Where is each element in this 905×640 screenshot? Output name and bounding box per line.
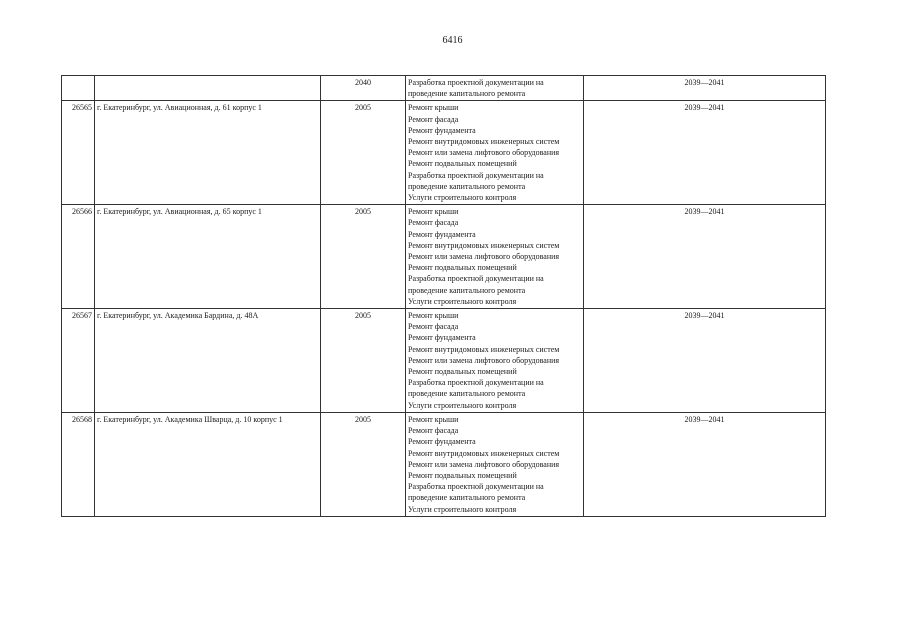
building-address: г. Екатеринбург, ул. Академика Шварца, д. 10 корпус 1 [95,412,321,516]
work-item: Ремонт внутридомовых инженерных систем [408,448,560,458]
building-address [95,76,321,101]
work-item: Ремонт фундамента [408,125,476,135]
work-item: Разработка проектной документации на [408,274,544,284]
work-item: Ремонт фасада [408,218,459,228]
work-item: Услуги строительного контроля [408,400,517,410]
building-address: г. Екатеринбург, ул. Авиационная, д. 65 корпус 1 [95,205,321,309]
building-address: г. Екатеринбург, ул. Академика Бардина, д. 48А [95,309,321,413]
row-number: 26565 [62,101,95,205]
work-item: Разработка проектной документации на [408,378,544,388]
row-number: 26567 [62,309,95,413]
works-list [406,101,584,205]
work-item: Ремонт крыши [408,103,459,113]
work-item: Ремонт подвальных помещений [408,159,517,169]
works-list [406,76,584,101]
repair-period: 2039—2041 [584,205,826,309]
work-item: Услуги строительного контроля [408,504,517,514]
work-item: Ремонт подвальных помещений [408,263,517,273]
building-address: г. Екатеринбург, ул. Авиационная, д. 61 корпус 1 [95,101,321,205]
repair-period: 2039—2041 [584,101,826,205]
work-item: Ремонт фундамента [408,229,476,239]
commission-year: 2005 [321,412,406,516]
works-list [406,309,584,413]
commission-year: 2005 [321,101,406,205]
work-item: Ремонт фасада [408,322,459,332]
table-row [62,412,826,516]
work-item: проведение капитального ремонта [408,89,526,99]
work-item: Разработка проектной документации на [408,482,544,492]
table-row [62,101,826,205]
repair-period: 2039—2041 [584,76,826,101]
work-item: проведение капитального ремонта [408,285,526,295]
row-number: 26568 [62,412,95,516]
work-item: Услуги строительного контроля [408,296,517,306]
commission-year: 2040 [321,76,406,101]
repair-period: 2039—2041 [584,412,826,516]
work-item: Ремонт или замена лифтового оборудования [408,148,560,158]
work-item: Ремонт фундамента [408,333,476,343]
table-row [62,76,826,101]
table-row [62,205,826,309]
work-item: Ремонт или замена лифтового оборудования [408,355,560,365]
work-item: Ремонт крыши [408,207,459,217]
work-item: Ремонт внутридомовых инженерных систем [408,137,560,147]
work-item: Ремонт фасада [408,114,459,124]
table-row [62,309,826,413]
work-item: Разработка проектной документации на [408,170,544,180]
repair-period: 2039—2041 [584,309,826,413]
work-item: Услуги строительного контроля [408,193,517,203]
row-number [62,76,95,101]
row-number: 26566 [62,205,95,309]
work-item: проведение капитального ремонта [408,181,526,191]
commission-year: 2005 [321,205,406,309]
work-item: Ремонт или замена лифтового оборудования [408,459,560,469]
work-item: Ремонт крыши [408,414,459,424]
repair-schedule-table [61,75,826,517]
work-item: Ремонт или замена лифтового оборудования [408,252,560,262]
work-item: Ремонт подвальных помещений [408,470,517,480]
work-item: Ремонт фундамента [408,437,476,447]
work-item: проведение капитального ремонта [408,493,526,503]
work-item: Разработка проектной документации на [408,78,544,87]
work-item: Ремонт фасада [408,426,459,436]
works-list [406,205,584,309]
commission-year: 2005 [321,309,406,413]
work-item: проведение капитального ремонта [408,389,526,399]
work-item: Ремонт крыши [408,311,459,321]
work-item: Ремонт подвальных помещений [408,367,517,377]
work-item: Ремонт внутридомовых инженерных систем [408,240,560,250]
work-item: Ремонт внутридомовых инженерных систем [408,344,560,354]
works-list [406,412,584,516]
page-number: 6416 [442,35,463,46]
